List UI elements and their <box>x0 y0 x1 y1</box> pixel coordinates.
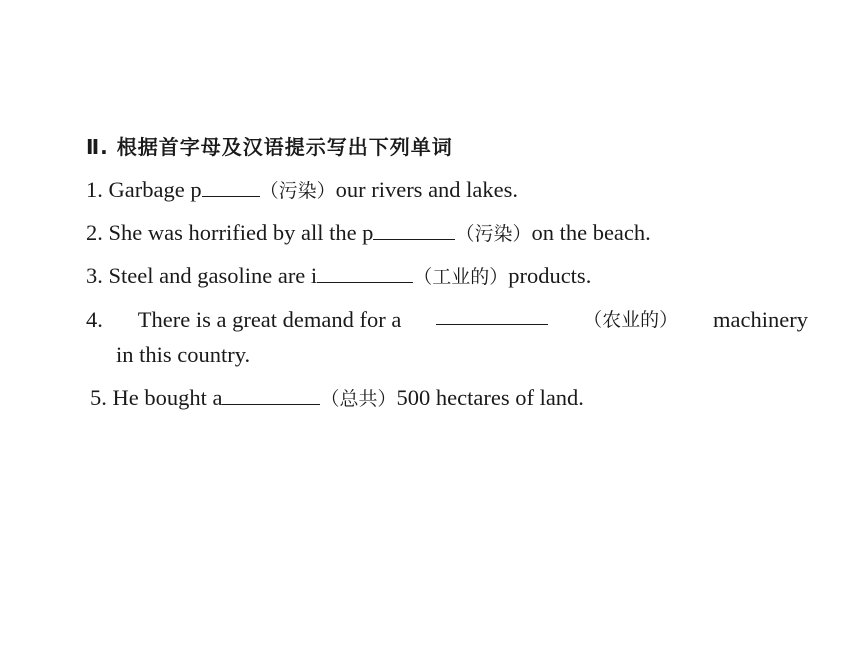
answer-blank[interactable] <box>222 386 320 405</box>
question-3 <box>86 262 591 291</box>
chinese-hint: （污染） <box>455 223 532 245</box>
question-text: There is a great demand for a <box>137 307 402 332</box>
question-1 <box>86 176 518 205</box>
section-title: Ⅱ. 根据首字母及汉语提示写出下列单词 <box>86 135 453 159</box>
question-text: He bought a <box>112 385 223 410</box>
chinese-hint: （总共） <box>320 388 397 410</box>
chinese-hint: （工业的） <box>413 266 509 288</box>
question-text: She was horrified by all the p <box>108 220 374 245</box>
question-text: 500 hectares of land. <box>396 385 584 410</box>
chinese-hint: （农业的） <box>583 309 679 331</box>
question-text: our rivers and lakes. <box>335 177 519 202</box>
question-5 <box>90 384 584 413</box>
question-text: Garbage p <box>108 177 202 202</box>
question-number: 4. <box>86 307 103 332</box>
question-number: 3. <box>86 263 103 288</box>
question-number: 5. <box>90 385 107 410</box>
chinese-hint: （污染） <box>259 180 336 202</box>
answer-blank[interactable] <box>317 264 413 283</box>
question-text: on the beach. <box>531 220 651 245</box>
question-number: 2. <box>86 220 103 245</box>
answer-blank[interactable] <box>373 221 455 240</box>
answer-blank[interactable] <box>436 306 548 325</box>
question-text: products. <box>508 263 592 288</box>
question-text: machinery <box>713 307 808 332</box>
question-number: 1. <box>86 177 103 202</box>
question-4-continuation: in this country. <box>116 342 251 367</box>
question-2 <box>86 219 651 248</box>
question-4 <box>86 306 808 334</box>
answer-blank[interactable] <box>202 178 260 197</box>
question-text: Steel and gasoline are i <box>108 263 318 288</box>
